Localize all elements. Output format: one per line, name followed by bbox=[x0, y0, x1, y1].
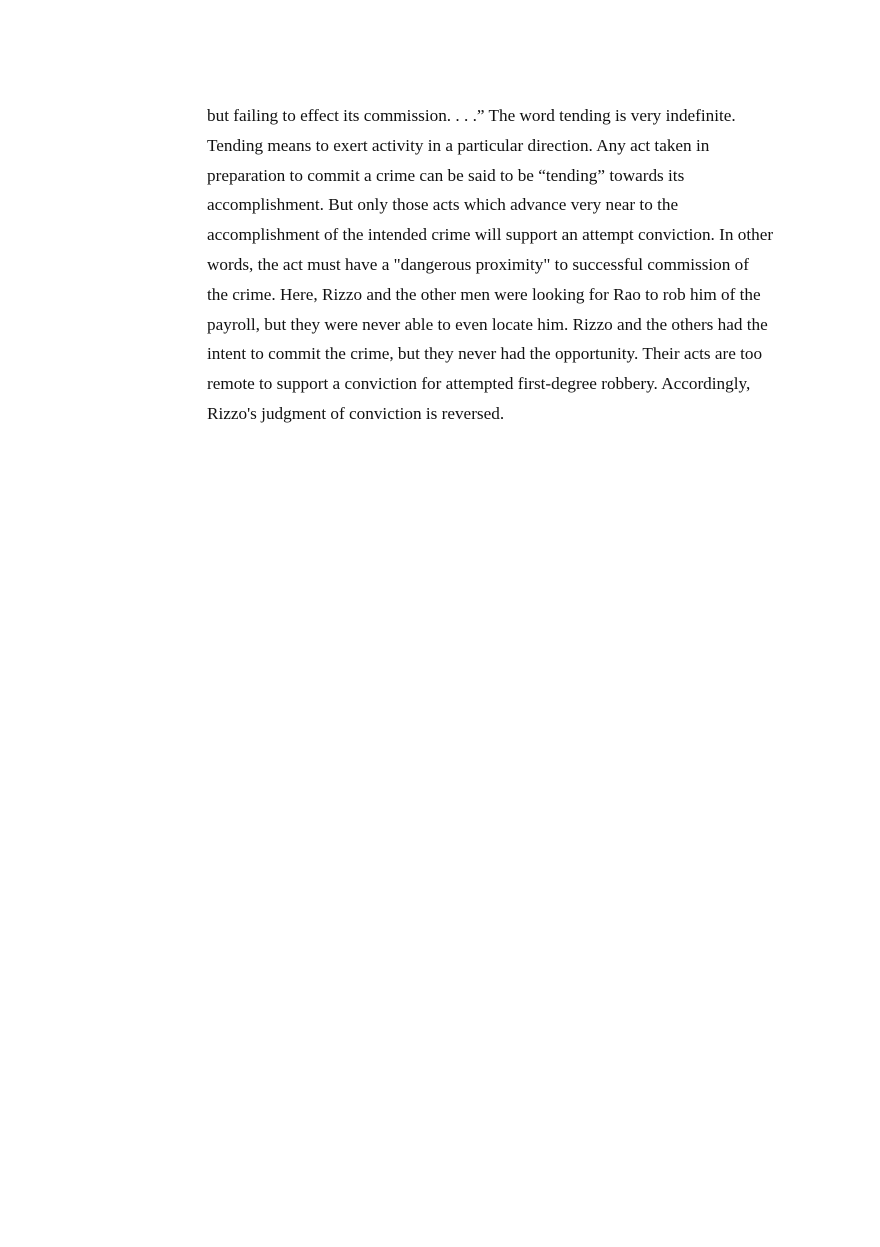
paragraph-line: but failing to effect its commission. . . .” The word tending is very indefinite. bbox=[207, 106, 736, 125]
paragraph-line: remote to support a conviction for attempted first-degree robbery. Accordingly, bbox=[207, 374, 751, 394]
paragraph-line: preparation to commit a crime can be said to be “tending” towards its bbox=[207, 165, 685, 185]
paragraph-line: words, the act must have a "dangerous proximity" to successful commission of bbox=[207, 254, 749, 274]
paragraph-line: the crime. Here, Rizzo and the other men were looking for Rao to rob him of the bbox=[207, 284, 761, 304]
paragraph-line: payroll, but they were never able to even locate him. Rizzo and the others had the bbox=[207, 314, 768, 334]
paragraph-line: accomplishment. But only those acts which advance very near to the bbox=[207, 195, 679, 215]
paragraph-line: Tending means to exert activity in a particular direction. Any act taken in bbox=[207, 135, 710, 155]
paragraph-line: intent to commit the crime, but they never had the opportunity. Their acts are too bbox=[207, 344, 763, 364]
body-paragraph bbox=[207, 101, 787, 429]
paragraph-line: Rizzo's judgment of conviction is reversed. bbox=[207, 403, 505, 423]
paragraph-line: accomplishment of the intended crime will support an attempt conviction. In other bbox=[207, 225, 774, 245]
